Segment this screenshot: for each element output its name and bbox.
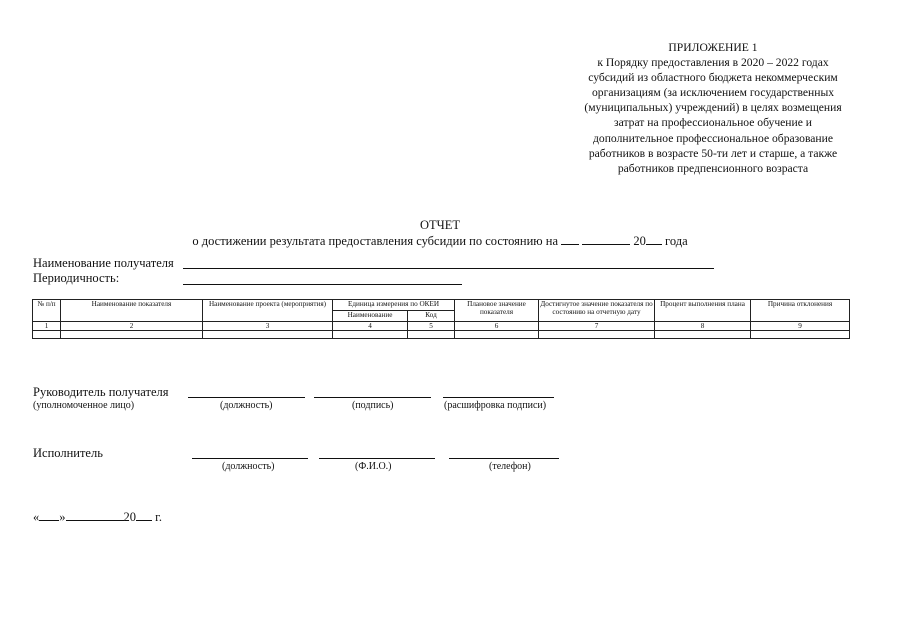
header-indicator: Наименование показателя <box>61 300 203 322</box>
report-title: ОТЧЕТ <box>419 218 461 232</box>
head-label: Руководитель получателя <box>33 385 169 399</box>
header-achieved: Достигнутое значение показателя по состоянию на отчетную дату <box>539 300 655 322</box>
table-cell[interactable] <box>655 331 751 339</box>
date-month-field[interactable] <box>66 520 124 521</box>
appendix-block <box>548 40 878 176</box>
header-percent: Процент выполнения плана <box>655 300 751 322</box>
column-number: 5 <box>408 322 455 331</box>
table-cell[interactable] <box>203 331 333 339</box>
column-number: 4 <box>333 322 408 331</box>
appendix-line: организациям (за исключением государственных <box>591 86 835 100</box>
head-signature-field[interactable] <box>314 397 431 398</box>
column-number: 8 <box>655 322 751 331</box>
date-year-field[interactable] <box>136 520 152 521</box>
appendix-line: работников предпенсионного возраста <box>617 161 809 175</box>
month-blank <box>582 244 630 245</box>
subtitle-prefix: о достижении результата предоставления субсидии по состоянию на <box>192 234 559 248</box>
header-unit-name: Наименование <box>333 311 408 322</box>
subtitle-suffix: года <box>665 234 688 248</box>
header-num: № п/п <box>33 300 61 322</box>
executor-fio-field[interactable] <box>319 458 435 459</box>
table-cell[interactable] <box>539 331 655 339</box>
table-cell[interactable] <box>33 331 61 339</box>
report-table <box>32 299 850 339</box>
executor-phone-caption: (телефон) <box>489 461 531 472</box>
executor-fio-caption: (Ф.И.О.) <box>355 461 392 472</box>
date-open-quote: « <box>33 510 40 524</box>
table-row <box>33 331 850 339</box>
day-blank <box>561 244 579 245</box>
appendix-line: (муниципальных) учреждений) в целях возмещения <box>584 101 842 115</box>
head-sublabel: (уполномоченное лицо) <box>33 400 135 411</box>
table-cell[interactable] <box>408 331 455 339</box>
head-decoding-field[interactable] <box>443 397 554 398</box>
column-number: 9 <box>751 322 850 331</box>
header-project: Наименование проекта (мероприятия) <box>203 300 333 322</box>
date-year-suffix: г. <box>155 510 162 524</box>
header-unit: Единица измерения по ОКЕИ <box>333 300 455 311</box>
head-decoding-caption: (расшифровка подписи) <box>444 400 547 411</box>
appendix-line: дополнительное профессиональное образование <box>593 131 833 145</box>
date-year-prefix: 20 <box>123 510 136 524</box>
date-close-quote: » <box>59 510 66 524</box>
appendix-line: работников в возрасте 50-ти лет и старше, а также <box>588 146 838 160</box>
table-cell[interactable] <box>455 331 539 339</box>
table-cell[interactable] <box>751 331 850 339</box>
executor-phone-field[interactable] <box>449 458 559 459</box>
executor-position-caption: (должность) <box>222 461 275 472</box>
head-position-caption: (должность) <box>220 400 273 411</box>
head-signature-caption: (подпись) <box>352 400 394 411</box>
appendix-line: субсидий из областного бюджета некоммерческим <box>588 71 838 85</box>
periodicity-field[interactable] <box>183 284 462 285</box>
header-unit-code: Код <box>408 311 455 322</box>
recipient-field[interactable] <box>183 268 714 269</box>
header-reason: Причина отклонения <box>751 300 850 322</box>
table-cell[interactable] <box>61 331 203 339</box>
column-number: 1 <box>33 322 61 331</box>
table-cell[interactable] <box>333 331 408 339</box>
executor-position-field[interactable] <box>192 458 308 459</box>
column-number: 7 <box>539 322 655 331</box>
subtitle-year: 20 <box>633 234 646 248</box>
column-number: 2 <box>61 322 203 331</box>
periodicity-label: Периодичность: <box>33 271 120 285</box>
appendix-line: затрат на профессиональное обучение и <box>614 116 812 130</box>
header-planned: Плановое значение показателя <box>455 300 539 322</box>
year-blank <box>646 244 662 245</box>
report-subtitle <box>150 234 730 249</box>
date-line <box>33 510 162 525</box>
column-number: 3 <box>203 322 333 331</box>
date-day-field[interactable] <box>39 520 59 521</box>
executor-label: Исполнитель <box>33 446 103 460</box>
head-position-field[interactable] <box>188 397 305 398</box>
appendix-line: ПРИЛОЖЕНИЕ 1 <box>668 41 758 54</box>
column-number: 6 <box>455 322 539 331</box>
recipient-label: Наименование получателя <box>33 256 174 270</box>
appendix-line: к Порядку предоставления в 2020 – 2022 годах <box>597 56 829 70</box>
